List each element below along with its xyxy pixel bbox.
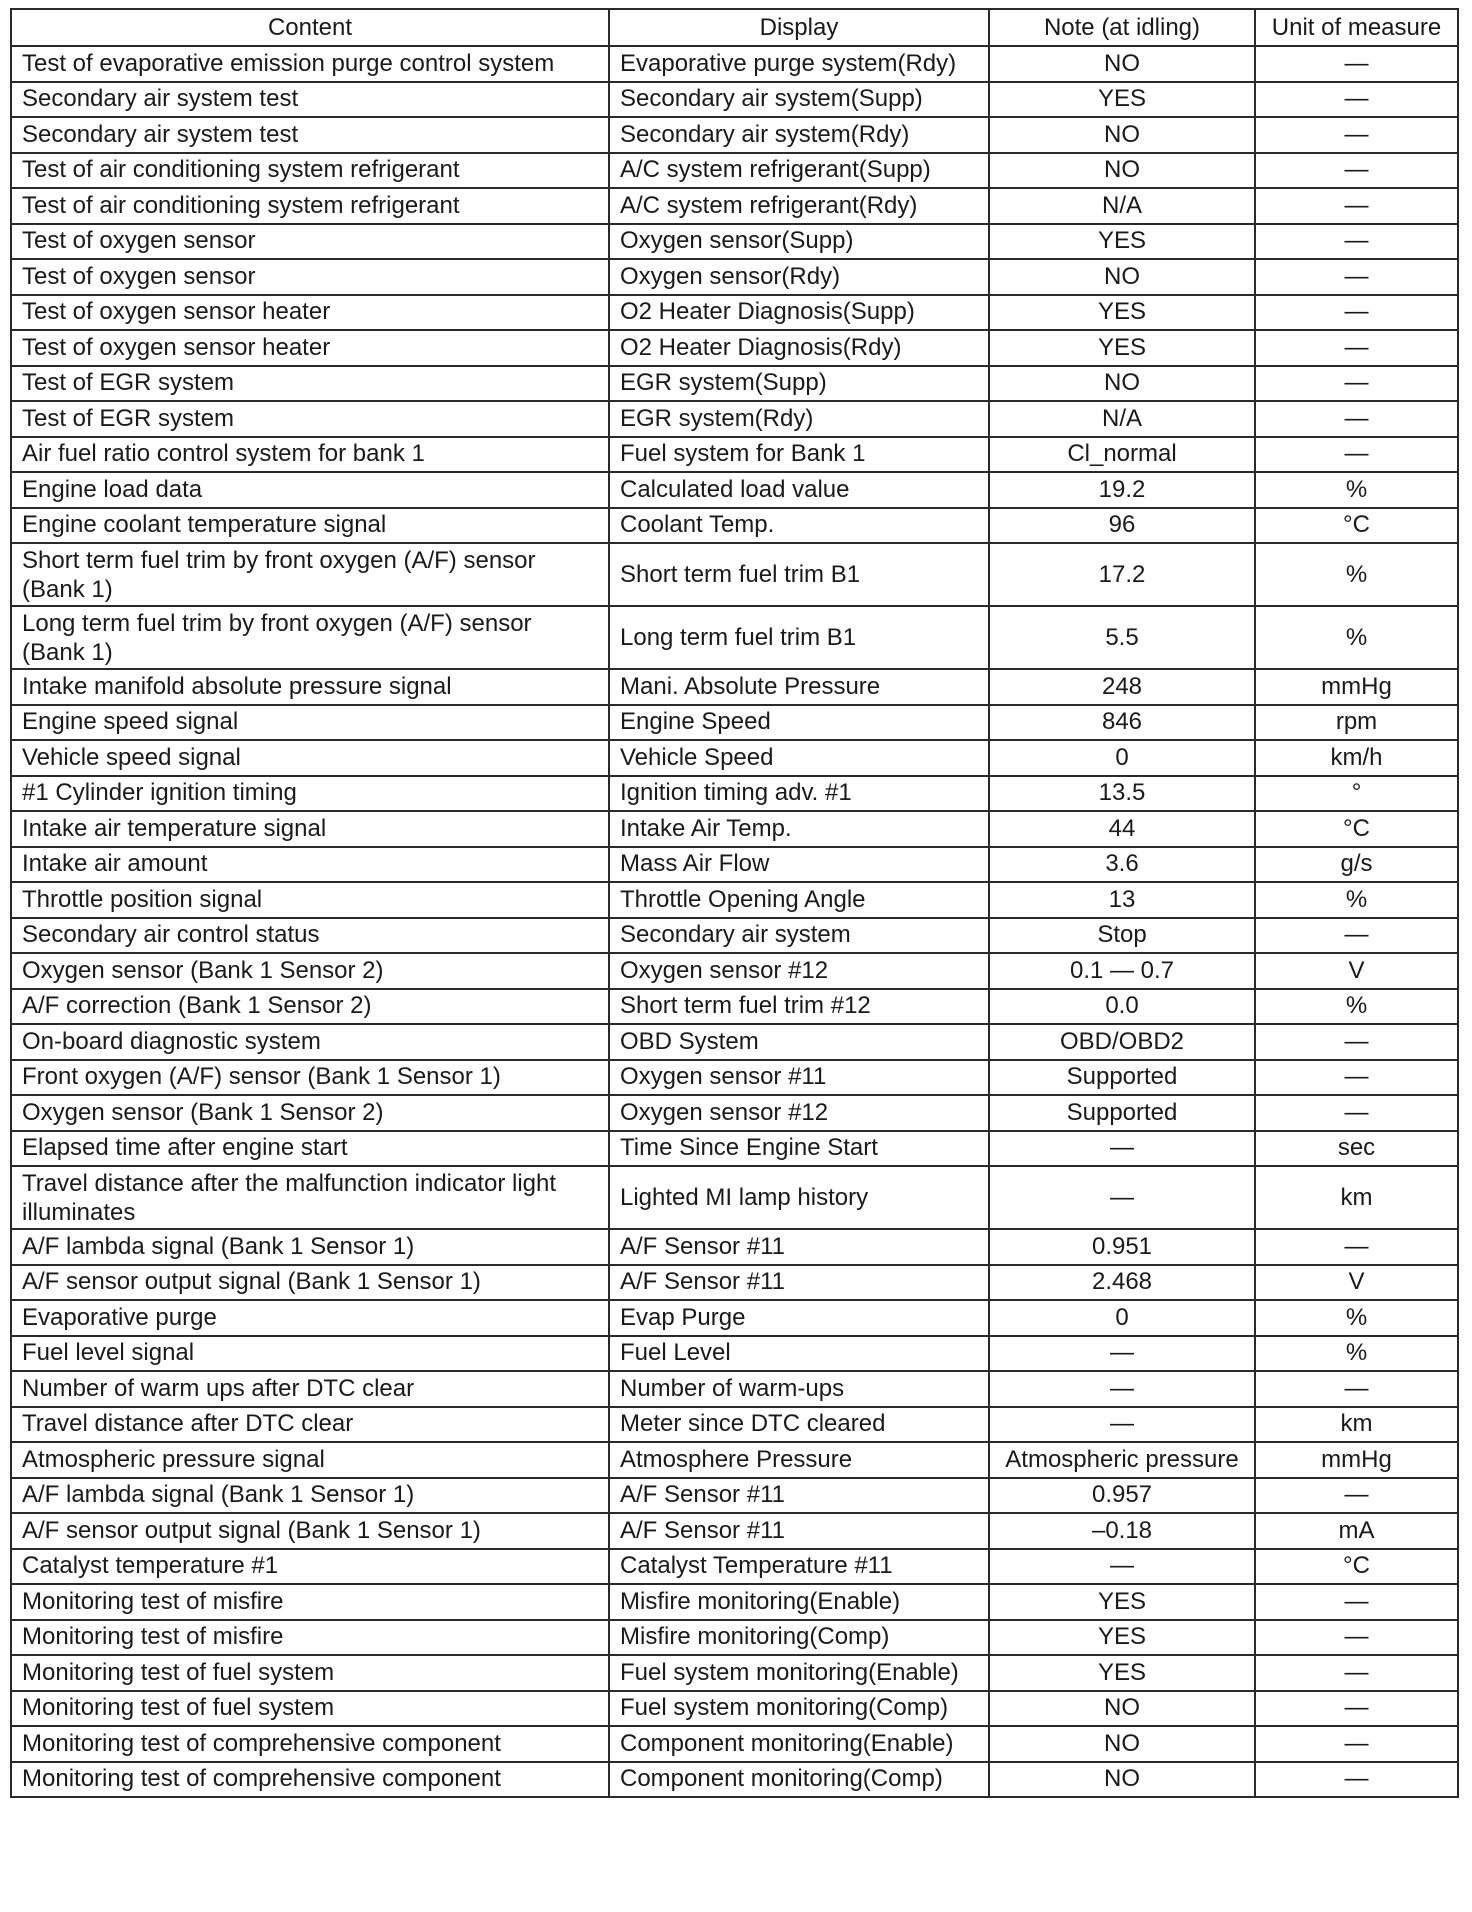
- table-row: [11, 1336, 1458, 1372]
- header-content: Content: [11, 9, 609, 46]
- cell-note: YES: [989, 224, 1255, 260]
- table-row: [11, 669, 1458, 705]
- table-row: [11, 330, 1458, 366]
- cell-content: Short term fuel trim by front oxygen (A/F) sensor (Bank 1): [11, 543, 609, 606]
- table-row: [11, 811, 1458, 847]
- table-row: [11, 1549, 1458, 1585]
- cell-display: A/F Sensor #11: [609, 1513, 989, 1549]
- cell-content: Secondary air system test: [11, 117, 609, 153]
- table-body: [11, 46, 1458, 1797]
- cell-display: Engine Speed: [609, 705, 989, 741]
- cell-note: 0.951: [989, 1229, 1255, 1265]
- cell-unit: mA: [1255, 1513, 1458, 1549]
- cell-content: Fuel level signal: [11, 1336, 609, 1372]
- cell-display: Long term fuel trim B1: [609, 606, 989, 669]
- cell-unit: —: [1255, 295, 1458, 331]
- table-row: [11, 918, 1458, 954]
- cell-note: YES: [989, 295, 1255, 331]
- cell-unit: rpm: [1255, 705, 1458, 741]
- cell-display: OBD System: [609, 1024, 989, 1060]
- table-row: [11, 1300, 1458, 1336]
- cell-unit: —: [1255, 188, 1458, 224]
- cell-unit: km: [1255, 1407, 1458, 1443]
- cell-note: —: [989, 1407, 1255, 1443]
- cell-note: 13.5: [989, 776, 1255, 812]
- cell-note: 0.0: [989, 989, 1255, 1025]
- cell-content: A/F lambda signal (Bank 1 Sensor 1): [11, 1478, 609, 1514]
- table-row: [11, 1726, 1458, 1762]
- cell-content: Elapsed time after engine start: [11, 1131, 609, 1167]
- cell-display: Meter since DTC cleared: [609, 1407, 989, 1443]
- cell-note: 5.5: [989, 606, 1255, 669]
- cell-content: Secondary air control status: [11, 918, 609, 954]
- cell-unit: —: [1255, 259, 1458, 295]
- cell-content: Monitoring test of fuel system: [11, 1691, 609, 1727]
- cell-note: NO: [989, 1726, 1255, 1762]
- cell-unit: —: [1255, 224, 1458, 260]
- cell-note: NO: [989, 1762, 1255, 1798]
- cell-display: Vehicle Speed: [609, 740, 989, 776]
- cell-unit: —: [1255, 1620, 1458, 1656]
- cell-content: Test of evaporative emission purge control system: [11, 46, 609, 82]
- table-row: [11, 188, 1458, 224]
- header-display: Display: [609, 9, 989, 46]
- cell-content: Atmospheric pressure signal: [11, 1442, 609, 1478]
- cell-display: Fuel system for Bank 1: [609, 437, 989, 473]
- cell-display: Mani. Absolute Pressure: [609, 669, 989, 705]
- cell-unit: g/s: [1255, 847, 1458, 883]
- cell-content: A/F lambda signal (Bank 1 Sensor 1): [11, 1229, 609, 1265]
- cell-display: A/F Sensor #11: [609, 1265, 989, 1301]
- table-row: [11, 1513, 1458, 1549]
- table-row: [11, 437, 1458, 473]
- cell-note: —: [989, 1549, 1255, 1585]
- cell-display: EGR system(Rdy): [609, 401, 989, 437]
- cell-content: Intake air amount: [11, 847, 609, 883]
- cell-note: 44: [989, 811, 1255, 847]
- table-row: [11, 1655, 1458, 1691]
- table-row: [11, 776, 1458, 812]
- cell-content: Catalyst temperature #1: [11, 1549, 609, 1585]
- cell-unit: %: [1255, 882, 1458, 918]
- cell-note: 17.2: [989, 543, 1255, 606]
- cell-note: —: [989, 1166, 1255, 1229]
- cell-content: Air fuel ratio control system for bank 1: [11, 437, 609, 473]
- cell-content: Throttle position signal: [11, 882, 609, 918]
- table-row: [11, 705, 1458, 741]
- cell-unit: mmHg: [1255, 1442, 1458, 1478]
- cell-display: Oxygen sensor(Supp): [609, 224, 989, 260]
- cell-note: YES: [989, 1655, 1255, 1691]
- cell-note: 0.957: [989, 1478, 1255, 1514]
- cell-note: NO: [989, 117, 1255, 153]
- cell-content: Monitoring test of misfire: [11, 1620, 609, 1656]
- cell-note: —: [989, 1371, 1255, 1407]
- cell-note: 19.2: [989, 472, 1255, 508]
- table-row: [11, 1166, 1458, 1229]
- cell-unit: —: [1255, 153, 1458, 189]
- cell-content: Monitoring test of misfire: [11, 1584, 609, 1620]
- table-row: [11, 508, 1458, 544]
- data-monitor-table: [10, 8, 1459, 1798]
- cell-display: A/F Sensor #11: [609, 1478, 989, 1514]
- cell-display: Fuel system monitoring(Comp): [609, 1691, 989, 1727]
- cell-note: NO: [989, 366, 1255, 402]
- table-row: [11, 1131, 1458, 1167]
- cell-unit: V: [1255, 953, 1458, 989]
- cell-note: Stop: [989, 918, 1255, 954]
- cell-display: Evap Purge: [609, 1300, 989, 1336]
- cell-content: A/F correction (Bank 1 Sensor 2): [11, 989, 609, 1025]
- cell-display: Time Since Engine Start: [609, 1131, 989, 1167]
- table-row: [11, 606, 1458, 669]
- cell-note: YES: [989, 1620, 1255, 1656]
- header-row: [11, 9, 1458, 46]
- cell-note: NO: [989, 153, 1255, 189]
- table-row: [11, 366, 1458, 402]
- cell-content: Monitoring test of fuel system: [11, 1655, 609, 1691]
- cell-content: Travel distance after the malfunction indicator light illuminates: [11, 1166, 609, 1229]
- cell-note: YES: [989, 330, 1255, 366]
- cell-content: Test of oxygen sensor: [11, 224, 609, 260]
- cell-content: Engine speed signal: [11, 705, 609, 741]
- table-row: [11, 401, 1458, 437]
- cell-display: Atmosphere Pressure: [609, 1442, 989, 1478]
- cell-unit: sec: [1255, 1131, 1458, 1167]
- cell-unit: %: [1255, 606, 1458, 669]
- cell-content: Monitoring test of comprehensive component: [11, 1762, 609, 1798]
- table-row: [11, 989, 1458, 1025]
- cell-display: O2 Heater Diagnosis(Supp): [609, 295, 989, 331]
- cell-unit: %: [1255, 989, 1458, 1025]
- table-row: [11, 153, 1458, 189]
- cell-unit: —: [1255, 46, 1458, 82]
- cell-unit: —: [1255, 1024, 1458, 1060]
- cell-note: 96: [989, 508, 1255, 544]
- header-note: Note (at idling): [989, 9, 1255, 46]
- cell-unit: %: [1255, 543, 1458, 606]
- cell-note: –0.18: [989, 1513, 1255, 1549]
- cell-note: Supported: [989, 1060, 1255, 1096]
- cell-unit: %: [1255, 1300, 1458, 1336]
- cell-note: Cl_normal: [989, 437, 1255, 473]
- cell-display: O2 Heater Diagnosis(Rdy): [609, 330, 989, 366]
- cell-note: —: [989, 1336, 1255, 1372]
- cell-display: Mass Air Flow: [609, 847, 989, 883]
- cell-unit: °C: [1255, 1549, 1458, 1585]
- cell-display: Number of warm-ups: [609, 1371, 989, 1407]
- table-row: [11, 46, 1458, 82]
- table-row: [11, 543, 1458, 606]
- cell-unit: —: [1255, 437, 1458, 473]
- cell-content: Test of oxygen sensor heater: [11, 295, 609, 331]
- table-row: [11, 847, 1458, 883]
- table-row: [11, 1371, 1458, 1407]
- cell-content: Front oxygen (A/F) sensor (Bank 1 Sensor 1): [11, 1060, 609, 1096]
- cell-display: Misfire monitoring(Enable): [609, 1584, 989, 1620]
- cell-unit: V: [1255, 1265, 1458, 1301]
- cell-unit: —: [1255, 366, 1458, 402]
- cell-content: Engine load data: [11, 472, 609, 508]
- cell-content: Monitoring test of comprehensive component: [11, 1726, 609, 1762]
- cell-display: Component monitoring(Enable): [609, 1726, 989, 1762]
- cell-note: Supported: [989, 1095, 1255, 1131]
- table-row: [11, 1478, 1458, 1514]
- cell-display: A/F Sensor #11: [609, 1229, 989, 1265]
- table-row: [11, 1584, 1458, 1620]
- cell-display: Ignition timing adv. #1: [609, 776, 989, 812]
- header-unit: Unit of measure: [1255, 9, 1458, 46]
- cell-unit: —: [1255, 82, 1458, 118]
- cell-unit: —: [1255, 1691, 1458, 1727]
- cell-display: Oxygen sensor(Rdy): [609, 259, 989, 295]
- cell-unit: °C: [1255, 811, 1458, 847]
- cell-unit: km/h: [1255, 740, 1458, 776]
- cell-content: Oxygen sensor (Bank 1 Sensor 2): [11, 1095, 609, 1131]
- cell-content: Test of oxygen sensor: [11, 259, 609, 295]
- cell-content: #1 Cylinder ignition timing: [11, 776, 609, 812]
- table-row: [11, 1620, 1458, 1656]
- cell-content: Oxygen sensor (Bank 1 Sensor 2): [11, 953, 609, 989]
- cell-unit: —: [1255, 117, 1458, 153]
- cell-content: Test of air conditioning system refrigerant: [11, 188, 609, 224]
- cell-unit: mmHg: [1255, 669, 1458, 705]
- cell-display: A/C system refrigerant(Rdy): [609, 188, 989, 224]
- cell-display: Oxygen sensor #12: [609, 1095, 989, 1131]
- cell-content: Travel distance after DTC clear: [11, 1407, 609, 1443]
- cell-note: NO: [989, 46, 1255, 82]
- cell-unit: %: [1255, 1336, 1458, 1372]
- cell-note: NO: [989, 1691, 1255, 1727]
- cell-unit: —: [1255, 401, 1458, 437]
- cell-content: Number of warm ups after DTC clear: [11, 1371, 609, 1407]
- cell-note: 248: [989, 669, 1255, 705]
- cell-display: Coolant Temp.: [609, 508, 989, 544]
- table-header: [11, 9, 1458, 46]
- cell-display: Oxygen sensor #12: [609, 953, 989, 989]
- cell-unit: —: [1255, 1655, 1458, 1691]
- cell-display: Calculated load value: [609, 472, 989, 508]
- table-row: [11, 224, 1458, 260]
- cell-display: EGR system(Supp): [609, 366, 989, 402]
- table-row: [11, 1265, 1458, 1301]
- cell-note: Atmospheric pressure: [989, 1442, 1255, 1478]
- table-row: [11, 1229, 1458, 1265]
- cell-content: Long term fuel trim by front oxygen (A/F) sensor (Bank 1): [11, 606, 609, 669]
- cell-content: A/F sensor output signal (Bank 1 Sensor 1): [11, 1265, 609, 1301]
- cell-unit: —: [1255, 1229, 1458, 1265]
- cell-display: Secondary air system(Supp): [609, 82, 989, 118]
- table-row: [11, 953, 1458, 989]
- cell-unit: km: [1255, 1166, 1458, 1229]
- cell-unit: —: [1255, 1371, 1458, 1407]
- cell-content: Test of oxygen sensor heater: [11, 330, 609, 366]
- cell-note: 0: [989, 740, 1255, 776]
- cell-note: NO: [989, 259, 1255, 295]
- cell-display: Evaporative purge system(Rdy): [609, 46, 989, 82]
- table-row: [11, 259, 1458, 295]
- cell-display: Secondary air system(Rdy): [609, 117, 989, 153]
- table-row: [11, 1442, 1458, 1478]
- cell-note: YES: [989, 82, 1255, 118]
- cell-display: Secondary air system: [609, 918, 989, 954]
- cell-display: Intake Air Temp.: [609, 811, 989, 847]
- table-row: [11, 740, 1458, 776]
- cell-display: Fuel system monitoring(Enable): [609, 1655, 989, 1691]
- table-row: [11, 472, 1458, 508]
- cell-display: Lighted MI lamp history: [609, 1166, 989, 1229]
- table-row: [11, 1024, 1458, 1060]
- cell-unit: —: [1255, 1478, 1458, 1514]
- cell-content: Test of EGR system: [11, 401, 609, 437]
- cell-unit: —: [1255, 1060, 1458, 1096]
- cell-note: OBD/OBD2: [989, 1024, 1255, 1060]
- table-row: [11, 117, 1458, 153]
- cell-display: Oxygen sensor #11: [609, 1060, 989, 1096]
- table-row: [11, 82, 1458, 118]
- cell-content: On-board diagnostic system: [11, 1024, 609, 1060]
- cell-unit: —: [1255, 330, 1458, 366]
- table-row: [11, 1691, 1458, 1727]
- cell-display: Short term fuel trim B1: [609, 543, 989, 606]
- cell-unit: °C: [1255, 508, 1458, 544]
- table-row: [11, 295, 1458, 331]
- cell-content: A/F sensor output signal (Bank 1 Sensor 1): [11, 1513, 609, 1549]
- cell-unit: —: [1255, 918, 1458, 954]
- cell-note: N/A: [989, 401, 1255, 437]
- cell-unit: °: [1255, 776, 1458, 812]
- cell-display: A/C system refrigerant(Supp): [609, 153, 989, 189]
- cell-note: 0.1 — 0.7: [989, 953, 1255, 989]
- cell-note: YES: [989, 1584, 1255, 1620]
- cell-content: Test of air conditioning system refrigerant: [11, 153, 609, 189]
- cell-content: Engine coolant temperature signal: [11, 508, 609, 544]
- cell-note: 2.468: [989, 1265, 1255, 1301]
- cell-display: Catalyst Temperature #11: [609, 1549, 989, 1585]
- cell-unit: —: [1255, 1584, 1458, 1620]
- cell-display: Fuel Level: [609, 1336, 989, 1372]
- cell-note: 0: [989, 1300, 1255, 1336]
- cell-content: Secondary air system test: [11, 82, 609, 118]
- cell-content: Evaporative purge: [11, 1300, 609, 1336]
- cell-note: 13: [989, 882, 1255, 918]
- cell-unit: %: [1255, 472, 1458, 508]
- cell-display: Throttle Opening Angle: [609, 882, 989, 918]
- cell-unit: —: [1255, 1762, 1458, 1798]
- cell-content: Test of EGR system: [11, 366, 609, 402]
- cell-content: Intake air temperature signal: [11, 811, 609, 847]
- cell-display: Misfire monitoring(Comp): [609, 1620, 989, 1656]
- cell-unit: —: [1255, 1726, 1458, 1762]
- cell-content: Intake manifold absolute pressure signal: [11, 669, 609, 705]
- table-row: [11, 1762, 1458, 1798]
- table-row: [11, 1407, 1458, 1443]
- cell-note: —: [989, 1131, 1255, 1167]
- cell-note: 3.6: [989, 847, 1255, 883]
- cell-display: Short term fuel trim #12: [609, 989, 989, 1025]
- cell-display: Component monitoring(Comp): [609, 1762, 989, 1798]
- cell-note: N/A: [989, 188, 1255, 224]
- table-row: [11, 1095, 1458, 1131]
- table-row: [11, 882, 1458, 918]
- cell-content: Vehicle speed signal: [11, 740, 609, 776]
- cell-note: 846: [989, 705, 1255, 741]
- cell-unit: —: [1255, 1095, 1458, 1131]
- table-row: [11, 1060, 1458, 1096]
